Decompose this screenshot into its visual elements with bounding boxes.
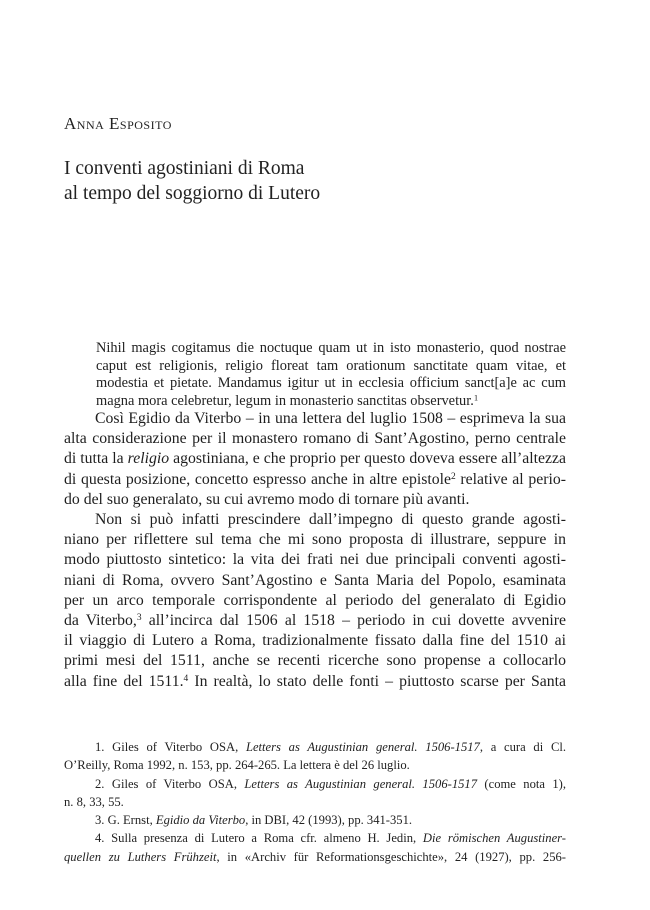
body-line: il viaggio di Lutero a Roma, tradizionalmente fissato dalla fine del 1510 ai: [64, 632, 566, 650]
footnote-text-run: , a cura di Cl.: [479, 740, 566, 754]
footnote-italic-title: Egidio da Viterbo: [155, 813, 246, 828]
footnote-text-run: 4. Sulla presenza di Lutero a Roma cfr. almeno H. Jedin,: [95, 831, 423, 846]
epigraph-line-4: [96, 393, 566, 411]
footnote-4-line-1: [64, 829, 566, 847]
footnote-italic-title: Letters as Augustinian general. 1506-1517: [245, 740, 480, 754]
body-text-run: di tutta la: [64, 450, 128, 468]
body-text-run: agostiniana, e che proprio per questo doveva essere all’altezza: [169, 450, 566, 468]
body-text-run: In realtà, lo stato delle fonti – piuttosto scarse per Santa: [188, 672, 566, 690]
footnote-ref-1: 1: [473, 392, 479, 403]
body-line: Così Egidio da Viterbo – in una lettera del luglio 1508 – esprimeva la sua: [95, 410, 566, 427]
epigraph-line-2: caput est religionis, religio floreat tam orationum sanctitate quam vitae, et: [96, 357, 566, 374]
title-line-1: I conventi agostiniani di Roma: [64, 158, 305, 179]
body-line: [64, 470, 566, 490]
body-line: [64, 611, 566, 631]
article-title: [64, 156, 320, 206]
footnote-4-line-2: [64, 848, 566, 866]
footnote-text-run: 3. G. Ernst,: [95, 813, 156, 828]
body-line: primi mesi del 1511, anche se recenti ricerche sono propense a collocarlo: [64, 652, 566, 670]
footnote-text-run: 1. Giles of Viterbo OSA,: [95, 740, 246, 754]
title-line-2: al tempo del soggiorno di Lutero: [64, 183, 321, 204]
body-line: do del suo generalato, su cui avremo modo di tornare più avanti.: [64, 490, 470, 508]
body-line: modo piuttosto sintetico: la vita dei frati nei due principali conventi agosti-: [64, 551, 566, 569]
footnote-2-line-1: [64, 775, 566, 793]
footnote-italic-title: quellen zu Luthers Frühzeit: [64, 849, 217, 864]
epigraph-line-4-text: magna mora celebretur, legum in monasterio sanctitas observetur.: [96, 392, 474, 409]
footnote-text-run: , in «Archiv für Reformationsgeschichte», 24 (1927), pp. 256-: [216, 849, 566, 864]
footnote-ref-3: 3: [136, 612, 142, 623]
body-line: [64, 672, 566, 692]
body-text: [64, 409, 566, 692]
footnote-1-line-1: [64, 738, 566, 756]
body-text-run: all’incirca dal 1506 al 1518 – periodo in cui dovette avvenire: [141, 612, 566, 630]
body-line: Non si può infatti prescindere dall’impegno di questo grande agosti-: [95, 511, 566, 529]
body-line: per un arco temporale corrispondente al periodo del generalato di Egidio: [64, 591, 566, 609]
footnote-ref-2: 2: [450, 471, 456, 482]
footnote-2-line-2: n. 8, 33, 55.: [64, 794, 124, 809]
footnote-3: [64, 811, 566, 829]
body-text-run: di questa posizione, concetto espresso anche in altre epistole: [64, 470, 451, 488]
footnote-text-run: 2. Giles of Viterbo OSA,: [95, 776, 245, 791]
epigraph-quote: [96, 340, 566, 410]
body-line: alta considerazione per il monastero romano di Sant’Agostino, perno centrale: [64, 430, 566, 448]
epigraph-line-1: Nihil magis cogitamus die noctuque quam ut in isto monasterio, quod nostrae: [96, 340, 566, 356]
footnote-ref-4: 4: [183, 673, 189, 684]
epigraph-line-3: modestia et pietate. Mandamus igitur ut in ecclesia officium sanct[a]e ac cum: [96, 375, 566, 392]
footnote-1-line-2: O’Reilly, Roma 1992, n. 153, pp. 264-265. La lettera è del 26 luglio.: [64, 758, 410, 773]
footnotes: [64, 738, 566, 866]
author-name: Anna Esposito: [64, 114, 172, 133]
body-line: niani di Roma, ovvero Sant’Agostino e Santa Maria del Popolo, esaminata: [64, 571, 566, 589]
footnote-text-run: , in DBI, 42 (1993), pp. 341-351.: [245, 813, 413, 828]
body-line: [64, 449, 566, 469]
body-text-run: alla fine del 1511.: [64, 672, 184, 690]
footnote-italic-title: Letters as Augustinian general. 1506-1517: [244, 776, 478, 791]
footnote-italic-title: Die römischen Augustiner-: [422, 831, 566, 846]
italic-term-religio: religio: [127, 450, 170, 468]
footnote-text-run: (come nota 1),: [477, 776, 567, 791]
body-text-run: da Viterbo,: [64, 612, 137, 630]
body-line: niano per riflettere sul tema che mi sono proposta di illustrare, seppure in: [64, 531, 566, 549]
body-text-run: relative al perio-: [455, 470, 566, 488]
